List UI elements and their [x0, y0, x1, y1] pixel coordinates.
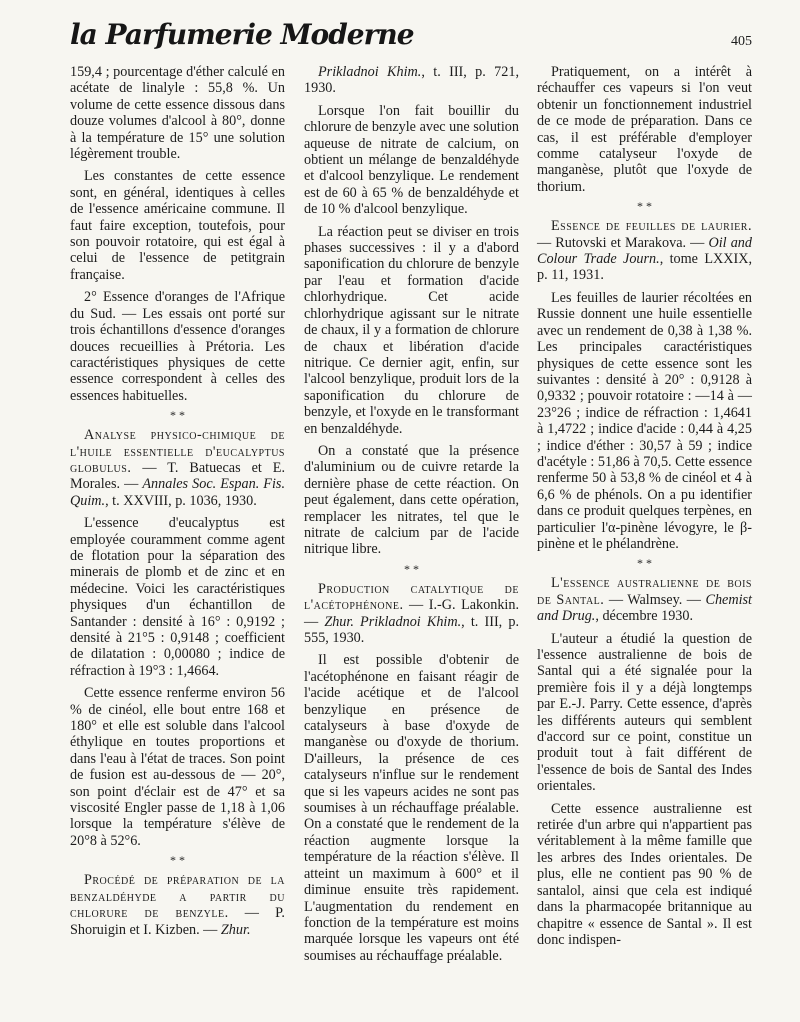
masthead-logo: la Parfumerie Moderne	[70, 18, 414, 51]
journal-name: Zhur. Prikladnoi Khim.	[324, 613, 462, 630]
paragraph: L'essence d'eucalyptus est employée couramment comme agent de flotation pour la séparation des minerais de plomb et de zinc et en médecine. Voici les caractéristiques physiques d'un échantillon de Santander : densité à 16° : 0,9192 ; densité à 21°5 : 0,9148 ; coefficient de dilatation : 0,00080 ; indice de réfraction à 19°3 : 1,4664.	[70, 515, 285, 679]
section-separator: * *	[404, 561, 419, 576]
journal-name: Chemist and Drug.	[537, 591, 752, 625]
column-1	[70, 64, 285, 944]
journal-name: Zhur.	[220, 921, 251, 938]
paragraph: Il est possible d'obtenir de l'acétophénone en faisant réagir de l'acide acétique et de l'alcool benzylique en présence de catalyseurs à base d'oxyde de manganèse ou d'oxyde de thorium. D'ailleurs, la présence de ces catalyseurs n'influe sur le rendement que si les vapeurs acides ne sont pas soumises à un réchauffage préalable. On a constaté que le rendement de la réaction augmente lorsque la température de la réaction s'élève. Il atteint un maximum à 600° et il diminue ensuite très rapidement. L'augmentation du rendement en fonction de la température est moins marquée lorsque les vapeurs ont été soumises au réchauffage préalable.	[304, 652, 519, 964]
article-authors: — I.-G. Lakonkin. —	[304, 597, 519, 630]
journal-reference: , tome LXXIX, p. 11, 1931.	[537, 251, 752, 284]
journal-reference: , t. III, p. 555, 1930.	[304, 613, 519, 646]
column-3	[537, 64, 752, 954]
journal-continuation	[304, 64, 519, 97]
column-2	[304, 64, 519, 970]
paragraph: La réaction peut se diviser en trois phases successives : il y a d'abord saponification du chlorure de benzyle par l'eau et formation d'acide chlorhydrique. Cet acide chlorhydrique agissant sur le nitrate de chaux, il y a formation de chlorure de chaux et libération d'acide nitrique. Ce dernier agit, enfin, sur l'alcool benzylique, produit lors de la saponification du chlorure de benzyle, et l'oxyde en le transformant en benzaldéhyde.	[304, 223, 519, 437]
paragraph: Les constantes de cette essence sont, en général, identiques à celles de l'essence américaine commune. Il faut faire exception, toutefois, pour son pouvoir rotatoire, qui est égal à celui de l'essence de petitgrain française.	[70, 168, 285, 283]
article-heading	[304, 581, 519, 647]
paragraph: Cette essence australienne est retirée d'un arbre qui n'appartient pas véritablement à la même famille que les arbres des Indes orientales. De plus, elle ne contient pas 90 % de santalol, ainsi que cela est indiqué dans la pharmacopée britannique au chapitre « essence de Santal ». Il est donc indispen-	[537, 800, 752, 948]
article-title: Essence de feuilles de laurier.	[551, 218, 752, 235]
paragraph: On a constaté que la présence d'aluminium ou de cuivre retarde la dernière phase de cette réaction. On peut également, dans cette opération, remplacer les nitrates, tel que le nitrate de calcium par de l'acide nitrique libre.	[304, 442, 519, 558]
article-title: Production catalytique de l'acétophénone.	[304, 580, 519, 614]
article-heading	[70, 427, 285, 509]
paragraph: 2° Essence d'oranges de l'Afrique du Sud. — Les essais ont porté sur trois échantillons d'essence d'oranges douces recueillies à Prétoria. Les caractéristiques physiques de cette essence correspondent à celles des essences habituelles.	[70, 289, 285, 404]
article-heading	[537, 575, 752, 624]
paragraph: Les feuilles de laurier récoltées en Russie donnent une huile essentielle avec un rendement de 0,38 à 1,38 %. Les principales caractéristiques physiques de cette essence sont les suivantes : densité à 20° : 0,9128 à 0,9332 ; pouvoir rotatoire : —14 à —23°26 ; indice de réfraction : 1,4641 à 1,4722 ; indice d'acide : 0,44 à 4,25 ; indice d'éther : 30,57 à 59 ; indice d'acétyle : 51,86 à 70,5. Cette essence renferme 50 à 53,8 % de cinéol et 4 à 6,6 % de phénols. On a pu identifier dans ce produit quelques terpènes, en particulier l'α-pinène lévogyre, le β-pinène et le phélandrène.	[537, 289, 752, 552]
journal-reference: , t. III, p. 721, 1930.	[304, 64, 519, 97]
article-title: Procédé de préparation de la benzaldéhyde a partir du chlorure de benzyle.	[70, 872, 285, 922]
section-separator: * *	[170, 408, 185, 423]
section-separator: * *	[637, 556, 652, 571]
page-number: 405	[731, 34, 752, 49]
article-authors: — Walmsey. —	[604, 591, 706, 608]
journal-reference: , décembre 1930.	[595, 608, 694, 625]
journal-name: Prikladnoi Khim.	[318, 64, 422, 80]
article-authors: — Rutovski et Marakova. —	[537, 234, 709, 251]
paragraph: Pratiquement, on a intérêt à réchauffer ces vapeurs si l'on veut obtenir un fonctionnement industriel de ce mode de préparation. Dans ce cas, il est préférable d'employer comme catalyseur l'oxyde de manganèse, plutôt que l'oxyde de thorium.	[537, 64, 752, 195]
paragraph: Cette essence renferme environ 56 % de cinéol, elle bout entre 168 et 180° et elle est soluble dans l'alcool éthylique en toutes proportions et dans l'eau à l'état de traces. Son point de fusion est au-dessous de — 20°, son point d'éclair est de 47° et sa viscosité Engler passe de 1,18 à 1,06 lorsque la température s'élève de 20°8 à 52°6.	[70, 685, 285, 849]
article-title: L'essence australienne de bois de Santal.	[537, 575, 752, 608]
article-heading	[537, 218, 752, 284]
article-heading	[70, 872, 285, 938]
article-authors: — P. Shoruigin et I. Kizben. —	[70, 905, 285, 938]
paragraph: L'auteur a étudié la question de l'essence australienne de bois de Santal qui a été signalée pour la première fois il y a déjà longtemps par E.-J. Parry. Cette essence, d'après les différents auteurs qui semblent d'accord sur ce point, constitue un produit tout à fait différent de l'essence de bois de Santal des Indes orientales.	[537, 630, 752, 795]
paragraph: 159,4 ; pourcentage d'éther calculé en acétate de linalyle : 55,8 %. Un volume de cette essence dissous dans douze volumes d'alcool à 80°, donne à la température de 15° une solution légèrement trouble.	[70, 64, 285, 163]
article-title: Analyse physico-chimique de l'huile essentielle d'eucalyptus globulus.	[70, 427, 285, 476]
section-separator: * *	[170, 853, 185, 868]
paragraph: Lorsque l'on fait bouillir du chlorure de benzyle avec une solution aqueuse de nitrate de calcium, on obtient un mélange de benzaldéhyde et d'alcool benzylique. Le rendement est de 60 à 65 % de benzaldéhyde et de 10 % d'alcool benzylique.	[304, 102, 519, 218]
journal-name: Annales Soc. Espan. Fis. Quim.	[70, 476, 285, 509]
journal-reference: , t. XXVIII, p. 1036, 1930.	[105, 492, 257, 509]
journal-name: Oil and Colour Trade Journ.	[537, 234, 752, 268]
article-authors: — T. Batuecas et E. Morales. —	[70, 459, 285, 493]
section-separator: * *	[637, 199, 652, 214]
